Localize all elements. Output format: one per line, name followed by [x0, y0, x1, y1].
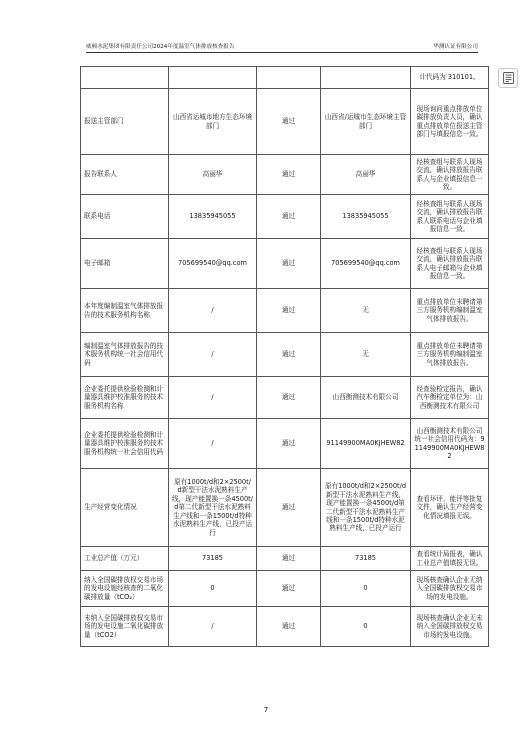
- row-verified-cell: 705699540@qq.com: [321, 239, 411, 289]
- row-reported-cell: [169, 67, 257, 89]
- header-left-title: 威顿水泥集团有限责任公司2024年度温室气体排放核查报告: [86, 44, 235, 50]
- row-verified-cell: 高丽华: [321, 155, 411, 195]
- row-verified-cell: 无: [321, 333, 411, 377]
- row-result-cell: 通过: [257, 571, 321, 607]
- row-item-cell: 编制温室气体排放报告的技术服务机构统一社会信用代码: [81, 333, 169, 377]
- row-result-cell: [257, 67, 321, 89]
- row-item-cell: 联系电话: [81, 195, 169, 239]
- table-row: [81, 607, 489, 647]
- table-row: [81, 571, 489, 607]
- page-number: 7: [263, 706, 269, 714]
- row-verified-cell: 0: [321, 607, 411, 647]
- row-item-cell: 未纳入全国碳排放权交易市场的发电设施二氧化碳排放量（tCO2）: [81, 607, 169, 647]
- row-note-cell: 现场核查确认企业无纳入全国碳排放权交易市场的发电设施。: [411, 571, 489, 607]
- row-result-cell: 通过: [257, 239, 321, 289]
- row-result-cell: 通过: [257, 469, 321, 547]
- table-row: [81, 469, 489, 547]
- row-verified-cell: 73185: [321, 547, 411, 571]
- verification-table: [80, 66, 489, 647]
- header-right-company: 华测认证有限公司: [433, 44, 478, 50]
- row-note-cell: 查看统计局报表，确认工业总产值填报无误。: [411, 547, 489, 571]
- row-result-cell: 通过: [257, 547, 321, 571]
- table-row: [81, 419, 489, 469]
- table-row: [81, 377, 489, 419]
- row-reported-cell: /: [169, 333, 257, 377]
- row-reported-cell: /: [169, 289, 257, 333]
- row-reported-cell: 705699540@qq.com: [169, 239, 257, 289]
- table-row: [81, 547, 489, 571]
- row-note-cell: 山西衡测技术有限公司统一社会信用代码为：91149900MA0KJHEW82: [411, 419, 489, 469]
- row-note-cell: 经核查组与联系人现场交流，确认排放报告联系人电子邮箱与企业填报信息一致。: [411, 239, 489, 289]
- row-item-cell: 电子邮箱: [81, 239, 169, 289]
- row-verified-cell: 山西省/运城市生态环境主管部门: [321, 89, 411, 155]
- row-item-cell: 生产经营变化情况: [81, 469, 169, 547]
- row-item-cell: 报告联系人: [81, 155, 169, 195]
- row-reported-cell: /: [169, 377, 257, 419]
- row-reported-cell: 73185: [169, 547, 257, 571]
- table-row: [81, 289, 489, 333]
- row-result-cell: 通过: [257, 89, 321, 155]
- row-verified-cell: 91149900MA0KJHEW82: [321, 419, 411, 469]
- row-result-cell: 通过: [257, 377, 321, 419]
- table-row: [81, 67, 489, 89]
- row-verified-cell: 山西衡测技术有限公司: [321, 377, 411, 419]
- row-item-cell: [81, 67, 169, 89]
- row-reported-cell: 山西省运城市地方生态环境部门: [169, 89, 257, 155]
- row-note-cell: 重点排放单位未聘请第三方服务机构编制温室气体排放报告。: [411, 333, 489, 377]
- table-row: [81, 239, 489, 289]
- row-result-cell: 通过: [257, 155, 321, 195]
- row-reported-cell: /: [169, 607, 257, 647]
- row-verified-cell: 原有1000t/d和2×2500t/d新型干法水泥熟料生产线，现产能置换一条4500t/d第二代新型干法水泥熟料生产线和一条1500t/d特种水泥熟料生产线，已投产运行: [321, 469, 411, 547]
- row-note-cell: 经核查组与联系人现场交流，确认排放报告联系人与企业填报信息一致。: [411, 155, 489, 195]
- row-verified-cell: 13835945055: [321, 195, 411, 239]
- table-row: [81, 155, 489, 195]
- row-note-cell: 现场核查确认企业无未纳入全国碳排放权交易市场的发电设施。: [411, 607, 489, 647]
- row-reported-cell: 0: [169, 571, 257, 607]
- row-result-cell: 通过: [257, 333, 321, 377]
- row-note-cell: 经查验检定报告，确认汽车衡检定单位为：山西衡测技术有限公司: [411, 377, 489, 419]
- row-item-cell: 企业委托提供检验检测和计量器具维护校准服务的技术服务机构名称: [81, 377, 169, 419]
- row-note-cell: 计代码为 310101。: [411, 67, 489, 89]
- row-item-cell: 企业委托提供检验检测和计量器具维护校准服务的技术服务机构统一社会信用代码: [81, 419, 169, 469]
- row-reported-cell: /: [169, 419, 257, 469]
- row-note-cell: 查看环评、能评等批复文件，确认生产经营变化情况填报无误。: [411, 469, 489, 547]
- row-verified-cell: [321, 67, 411, 89]
- row-verified-cell: 无: [321, 289, 411, 333]
- row-verified-cell: 0: [321, 571, 411, 607]
- row-reported-cell: 高丽华: [169, 155, 257, 195]
- row-reported-cell: 原有1000t/d和2×2500t/d新型干法水泥熟料生产线，现产能置换一条4500t/d第二代新型干法水泥熟料生产线和一条1500t/d特种水泥熟料生产线，已投产运行: [169, 469, 257, 547]
- row-result-cell: 通过: [257, 419, 321, 469]
- row-item-cell: 纳入全国碳排放权交易市场的发电设施经核查的二氧化碳排放量（tCO₂）: [81, 571, 169, 607]
- row-item-cell: 工业总产值（万元）: [81, 547, 169, 571]
- document-list-icon-glyph: [503, 72, 514, 84]
- table-row: [81, 195, 489, 239]
- table-row: [81, 333, 489, 377]
- page-header: [86, 40, 478, 53]
- row-note-cell: 经核查组与联系人现场交流，确认排放报告联系人联系电话与企业填报信息一致。: [411, 195, 489, 239]
- row-result-cell: 通过: [257, 607, 321, 647]
- row-reported-cell: 13835945055: [169, 195, 257, 239]
- table-row: [81, 89, 489, 155]
- document-list-icon[interactable]: [498, 68, 518, 88]
- row-item-cell: 本年度编制温室气体排放报告的技术服务机构名称: [81, 289, 169, 333]
- row-result-cell: 通过: [257, 289, 321, 333]
- row-item-cell: 报送主管部门: [81, 89, 169, 155]
- row-result-cell: 通过: [257, 195, 321, 239]
- row-note-cell: 重点排放单位未聘请第三方服务机构编制温室气体排放报告。: [411, 289, 489, 333]
- row-note-cell: 现场询问重点排放单位碳排放负责人员，确认重点排放单位报送主管部门与填报信息一致。: [411, 89, 489, 155]
